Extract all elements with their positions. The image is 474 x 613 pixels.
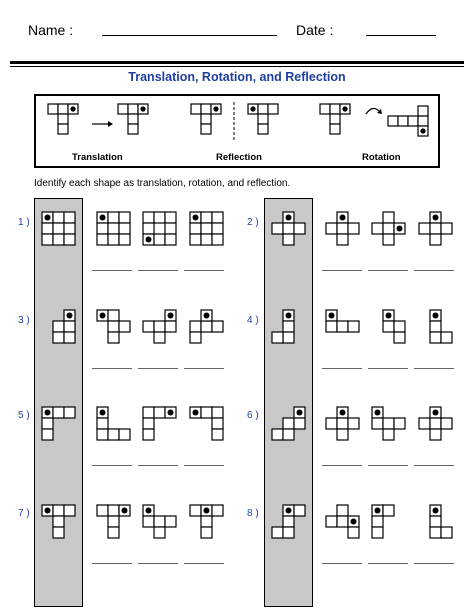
answer-line[interactable] xyxy=(322,270,362,271)
answer-line[interactable] xyxy=(322,563,362,564)
answer-line[interactable] xyxy=(184,465,224,466)
problem-number: 1 ) xyxy=(18,217,30,228)
legend-translation-label: Translation xyxy=(72,152,123,163)
answer-line[interactable] xyxy=(414,563,454,564)
legend-rotation-label: Rotation xyxy=(362,152,401,163)
problem-number: 5 ) xyxy=(18,410,30,421)
problem-number: 8 ) xyxy=(247,508,259,519)
answer-line[interactable] xyxy=(92,270,132,271)
answer-line[interactable] xyxy=(368,270,408,271)
answer-line[interactable] xyxy=(184,563,224,564)
answer-line[interactable] xyxy=(184,270,224,271)
problem-number: 6 ) xyxy=(247,410,259,421)
answer-line[interactable] xyxy=(368,563,408,564)
answer-line[interactable] xyxy=(322,465,362,466)
answer-line[interactable] xyxy=(92,563,132,564)
page-title: Translation, Rotation, and Reflection xyxy=(128,70,346,84)
instructions: Identify each shape as translation, rotation, and reflection. xyxy=(34,178,291,189)
answer-line[interactable] xyxy=(138,368,178,369)
problem-number: 3 ) xyxy=(18,315,30,326)
answer-line[interactable] xyxy=(414,368,454,369)
answer-line[interactable] xyxy=(92,465,132,466)
problem-number: 2 ) xyxy=(247,217,259,228)
legend-reflection-label: Reflection xyxy=(216,152,262,163)
answer-line[interactable] xyxy=(138,465,178,466)
problem-number: 4 ) xyxy=(247,315,259,326)
answer-line[interactable] xyxy=(184,368,224,369)
date-label: Date : xyxy=(296,22,334,38)
name-label: Name : xyxy=(28,22,74,38)
answer-line[interactable] xyxy=(414,465,454,466)
answer-line[interactable] xyxy=(138,563,178,564)
answer-line[interactable] xyxy=(138,270,178,271)
answer-line[interactable] xyxy=(92,368,132,369)
answer-line[interactable] xyxy=(368,368,408,369)
problem-number: 7 ) xyxy=(18,508,30,519)
answer-line[interactable] xyxy=(322,368,362,369)
answer-line[interactable] xyxy=(368,465,408,466)
answer-line[interactable] xyxy=(414,270,454,271)
